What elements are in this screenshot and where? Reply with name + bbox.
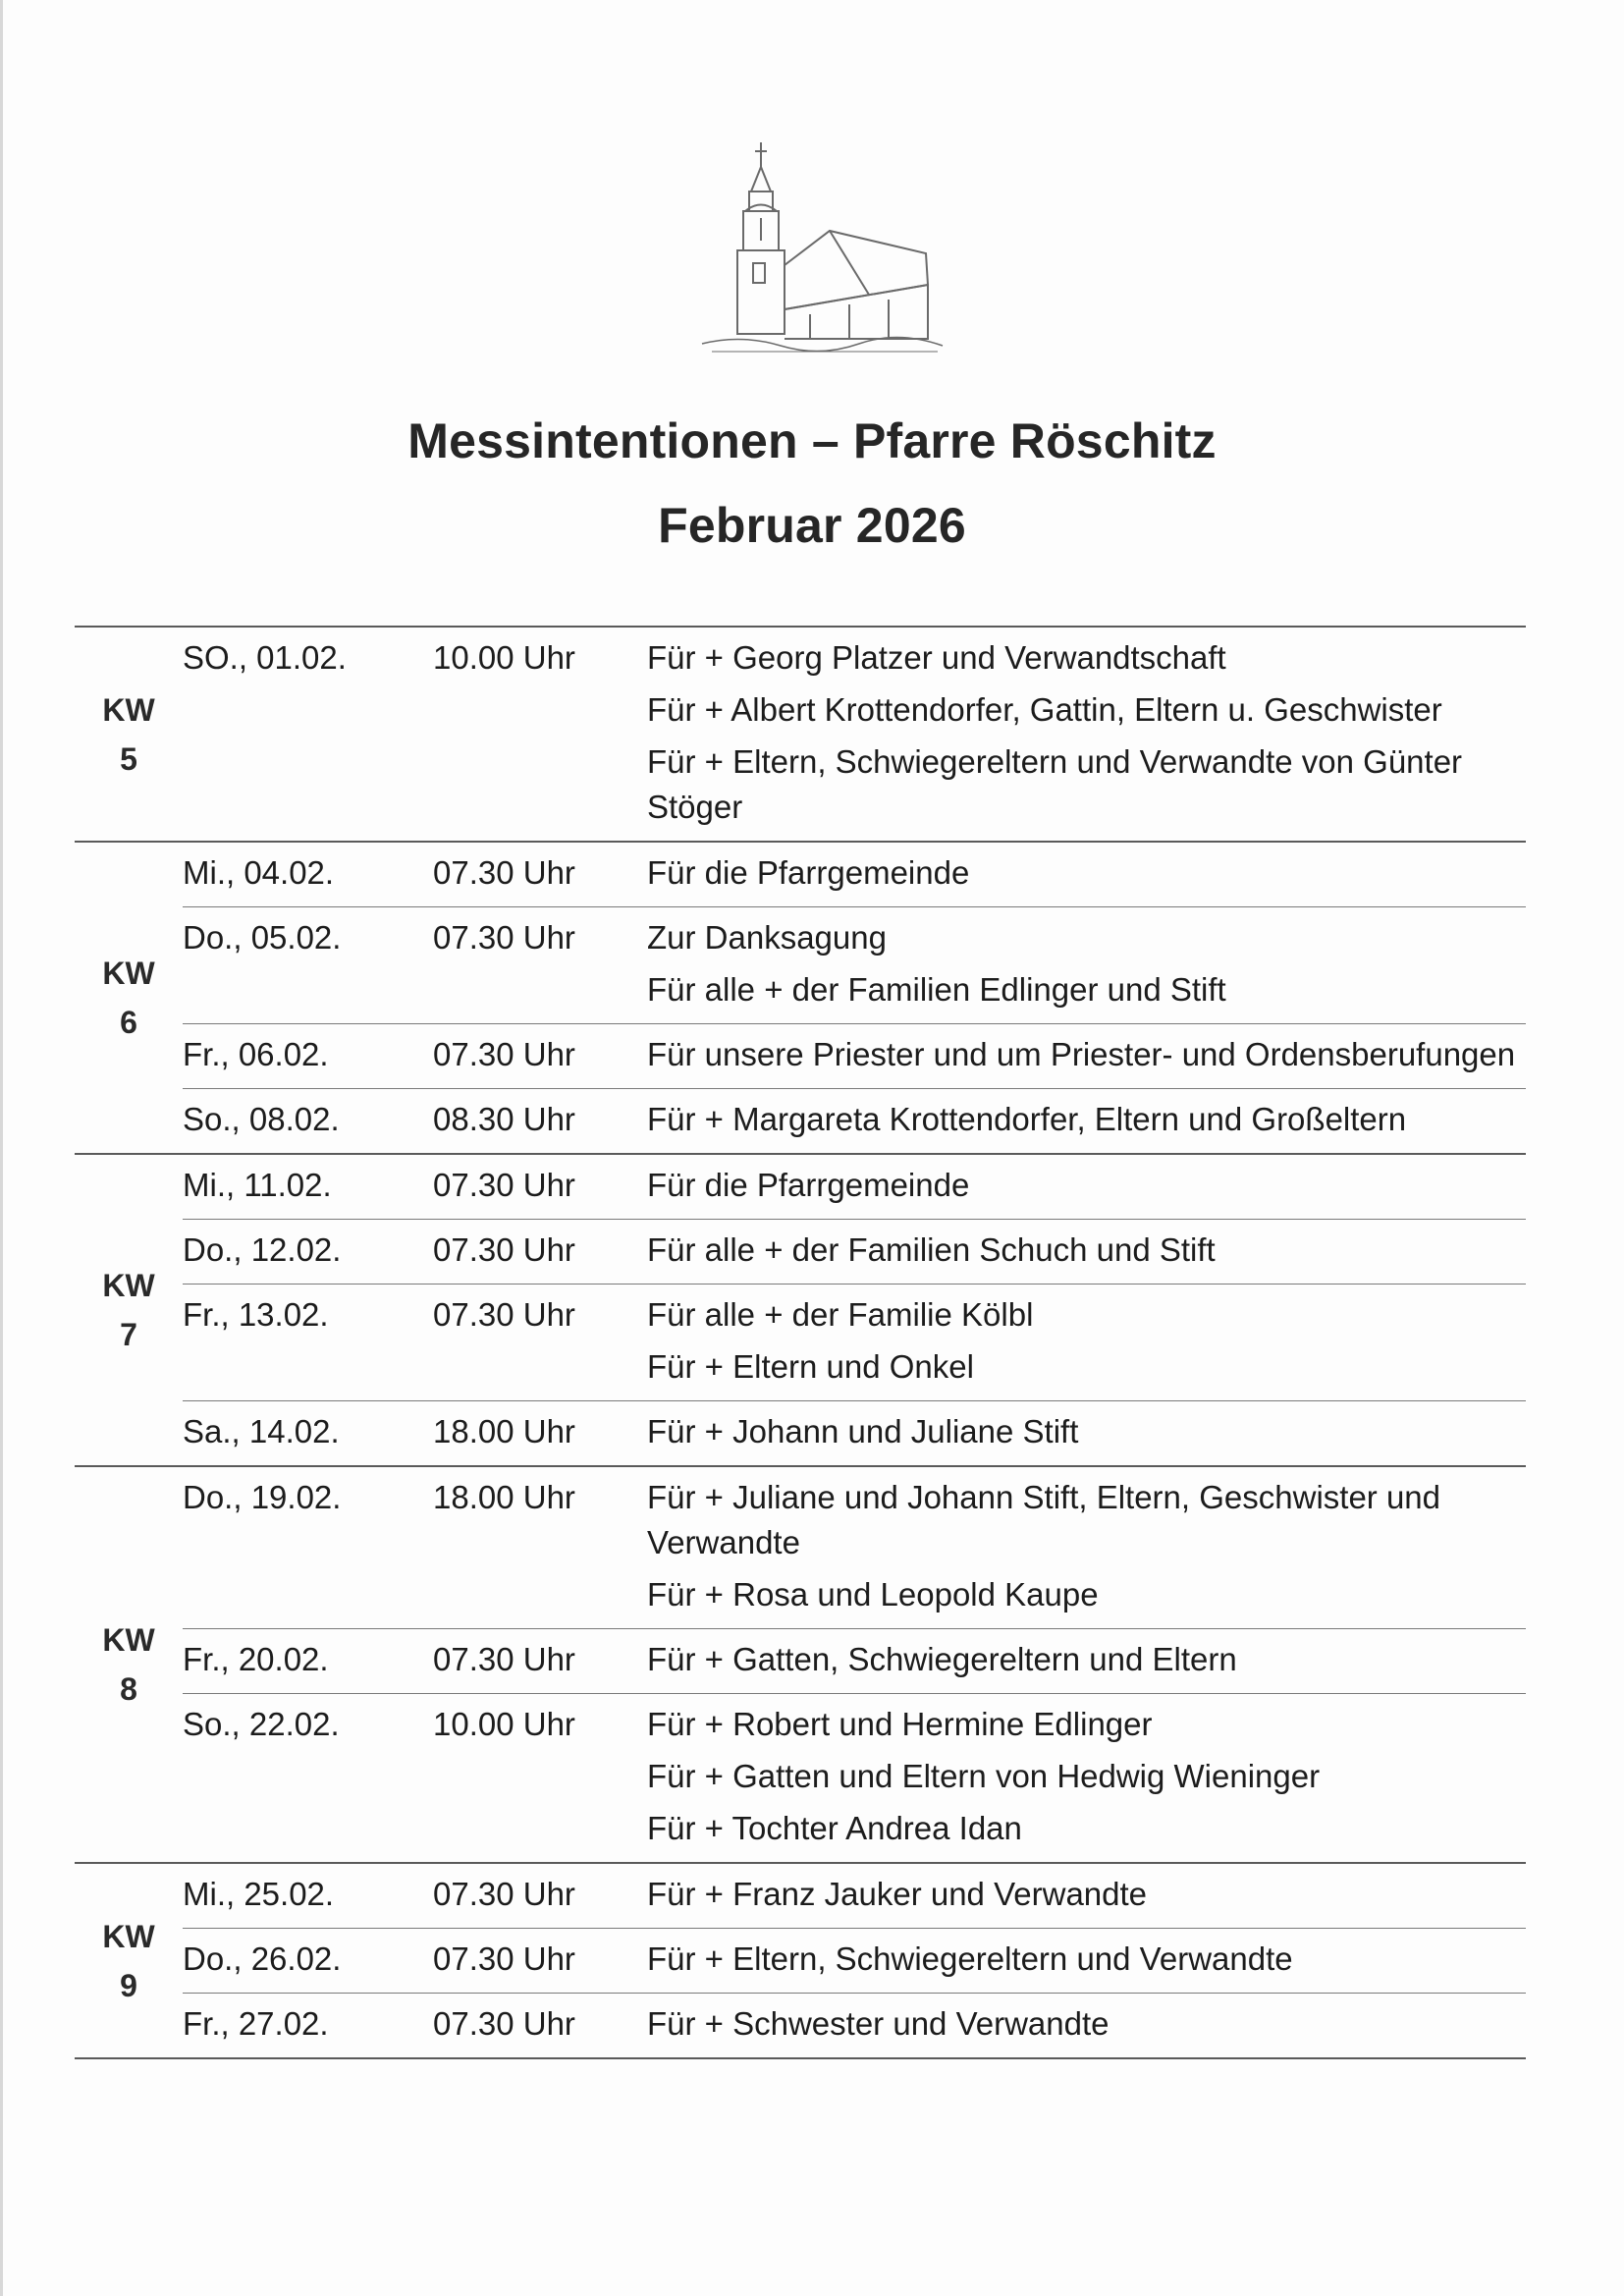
intentions-list xyxy=(647,848,1526,901)
mass-time: 08.30 Uhr xyxy=(433,1101,575,1137)
week-group xyxy=(75,1862,1526,2057)
week-entries xyxy=(183,1155,1526,1465)
mass-time: 07.30 Uhr xyxy=(433,1036,575,1072)
week-label-text: KW xyxy=(102,1622,155,1658)
mass-time: 10.00 Uhr xyxy=(433,1706,575,1742)
mass-date: So., 08.02. xyxy=(183,1101,340,1137)
table-row xyxy=(183,1467,1526,1628)
table-row xyxy=(183,1088,1526,1153)
mass-time: 07.30 Uhr xyxy=(433,1641,575,1677)
mass-time: 07.30 Uhr xyxy=(433,1296,575,1333)
mass-date: Mi., 11.02. xyxy=(183,1167,332,1203)
mass-date: Fr., 20.02. xyxy=(183,1641,329,1677)
intention-item: Für die Pfarrgemeinde xyxy=(647,1167,970,1203)
table-row xyxy=(183,906,1526,1023)
week-number: 9 xyxy=(120,1967,137,2003)
table-row xyxy=(183,843,1526,906)
mass-time: 07.30 Uhr xyxy=(433,1876,575,1912)
intention-item: Für + Johann und Juliane Stift xyxy=(647,1413,1079,1449)
week-label xyxy=(75,1467,183,1862)
mass-time: 10.00 Uhr xyxy=(433,639,575,676)
page-title: Messintentionen – Pfarre Röschitz xyxy=(407,413,1217,468)
week-label-text: KW xyxy=(102,691,155,728)
intentions-list xyxy=(647,1473,1526,1622)
mass-date: Do., 05.02. xyxy=(183,919,342,956)
mass-date: SO., 01.02. xyxy=(183,639,347,676)
intentions-list xyxy=(647,1161,1526,1213)
week-number: 6 xyxy=(120,1005,137,1040)
table-row xyxy=(183,628,1526,841)
intentions-list xyxy=(647,1635,1526,1687)
table-row xyxy=(183,1219,1526,1284)
week-group xyxy=(75,628,1526,841)
intention-item: Für + Eltern, Schwiegereltern und Verwandte von Günter Stöger xyxy=(647,743,1463,825)
table-row xyxy=(183,1284,1526,1400)
week-label xyxy=(75,843,183,1153)
week-label-text: KW xyxy=(102,1268,155,1303)
mass-date: Mi., 04.02. xyxy=(183,854,335,891)
week-label xyxy=(75,628,183,841)
intention-item: Für + Albert Krottendorfer, Gattin, Eltern u. Geschwister xyxy=(647,691,1442,728)
week-entries xyxy=(183,628,1526,841)
mass-time: 18.00 Uhr xyxy=(433,1413,575,1449)
table-row xyxy=(183,1400,1526,1465)
intention-item: Für alle + der Familien Schuch und Stift xyxy=(647,1231,1216,1268)
intention-item: Für + Rosa und Leopold Kaupe xyxy=(647,1576,1099,1613)
intention-item: Zur Danksagung xyxy=(647,919,887,956)
intentions-list xyxy=(647,633,1526,835)
mass-date: Do., 12.02. xyxy=(183,1231,342,1268)
intentions-list xyxy=(647,1030,1526,1082)
mass-time: 07.30 Uhr xyxy=(433,854,575,891)
mass-date: Sa., 14.02. xyxy=(183,1413,340,1449)
mass-date: Fr., 27.02. xyxy=(183,2005,329,2042)
intentions-list xyxy=(647,1226,1526,1278)
intentions-list xyxy=(647,1935,1526,1987)
church-logo-icon xyxy=(682,137,957,363)
mass-date: Fr., 06.02. xyxy=(183,1036,329,1072)
intention-item: Für + Robert und Hermine Edlinger xyxy=(647,1706,1153,1742)
mass-time: 07.30 Uhr xyxy=(433,2005,575,2042)
intentions-list xyxy=(647,1095,1526,1147)
table-row xyxy=(183,1023,1526,1088)
intention-item: Für unsere Priester und um Priester- und Ordensberufungen xyxy=(647,1036,1516,1072)
week-number: 7 xyxy=(120,1317,137,1352)
intention-item: Für die Pfarrgemeinde xyxy=(647,854,970,891)
intentions-list xyxy=(647,1999,1526,2051)
mass-date: Do., 26.02. xyxy=(183,1941,342,1977)
intentions-list xyxy=(647,1700,1526,1856)
week-entries xyxy=(183,1467,1526,1862)
intention-item: Für + Eltern, Schwiegereltern und Verwandte xyxy=(647,1941,1293,1977)
intention-item: Für + Margareta Krottendorfer, Eltern und Großeltern xyxy=(647,1101,1407,1137)
intentions-list xyxy=(647,1407,1526,1459)
week-number: 8 xyxy=(120,1671,137,1707)
mass-date: Fr., 13.02. xyxy=(183,1296,329,1333)
mass-date: So., 22.02. xyxy=(183,1706,340,1742)
intention-item: Für + Schwester und Verwandte xyxy=(647,2005,1110,2042)
intention-item: Für alle + der Familie Kölbl xyxy=(647,1296,1034,1333)
intention-item: Für alle + der Familien Edlinger und Stift xyxy=(647,971,1226,1008)
mass-time: 07.30 Uhr xyxy=(433,1167,575,1203)
week-label-text: KW xyxy=(102,1918,155,1954)
week-entries xyxy=(183,843,1526,1153)
intention-item: Für + Gatten, Schwiegereltern und Eltern xyxy=(647,1641,1237,1677)
week-entries xyxy=(183,1864,1526,2057)
page-edge xyxy=(0,0,3,2296)
table-row xyxy=(183,1864,1526,1928)
intentions-list xyxy=(647,1870,1526,1922)
table-row xyxy=(183,1693,1526,1862)
intention-item: Für + Juliane und Johann Stift, Eltern, Geschwister und Verwandte xyxy=(647,1479,1441,1560)
mass-schedule-table xyxy=(75,626,1526,2059)
week-group xyxy=(75,1465,1526,1862)
intention-item: Für + Georg Platzer und Verwandtschaft xyxy=(647,639,1226,676)
mass-time: 07.30 Uhr xyxy=(433,919,575,956)
mass-date: Mi., 25.02. xyxy=(183,1876,335,1912)
table-row xyxy=(183,1993,1526,2057)
intentions-list xyxy=(647,913,1526,1017)
mass-time: 07.30 Uhr xyxy=(433,1231,575,1268)
mass-time: 07.30 Uhr xyxy=(433,1941,575,1977)
intention-item: Für + Gatten und Eltern von Hedwig Wieninger xyxy=(647,1758,1321,1794)
intention-item: Für + Tochter Andrea Idan xyxy=(647,1810,1022,1846)
table-row xyxy=(183,1628,1526,1693)
mass-time: 18.00 Uhr xyxy=(433,1479,575,1515)
intentions-list xyxy=(647,1290,1526,1394)
week-label xyxy=(75,1155,183,1465)
intention-item: Für + Franz Jauker und Verwandte xyxy=(647,1876,1148,1912)
week-number: 5 xyxy=(120,740,137,777)
week-group xyxy=(75,841,1526,1153)
page-subtitle: Februar 2026 xyxy=(658,498,966,553)
table-row xyxy=(183,1928,1526,1993)
intention-item: Für + Eltern und Onkel xyxy=(647,1348,974,1385)
table-row xyxy=(183,1155,1526,1219)
week-label-text: KW xyxy=(102,956,155,991)
mass-date: Do., 19.02. xyxy=(183,1479,342,1515)
week-group xyxy=(75,1153,1526,1465)
week-label xyxy=(75,1864,183,2057)
